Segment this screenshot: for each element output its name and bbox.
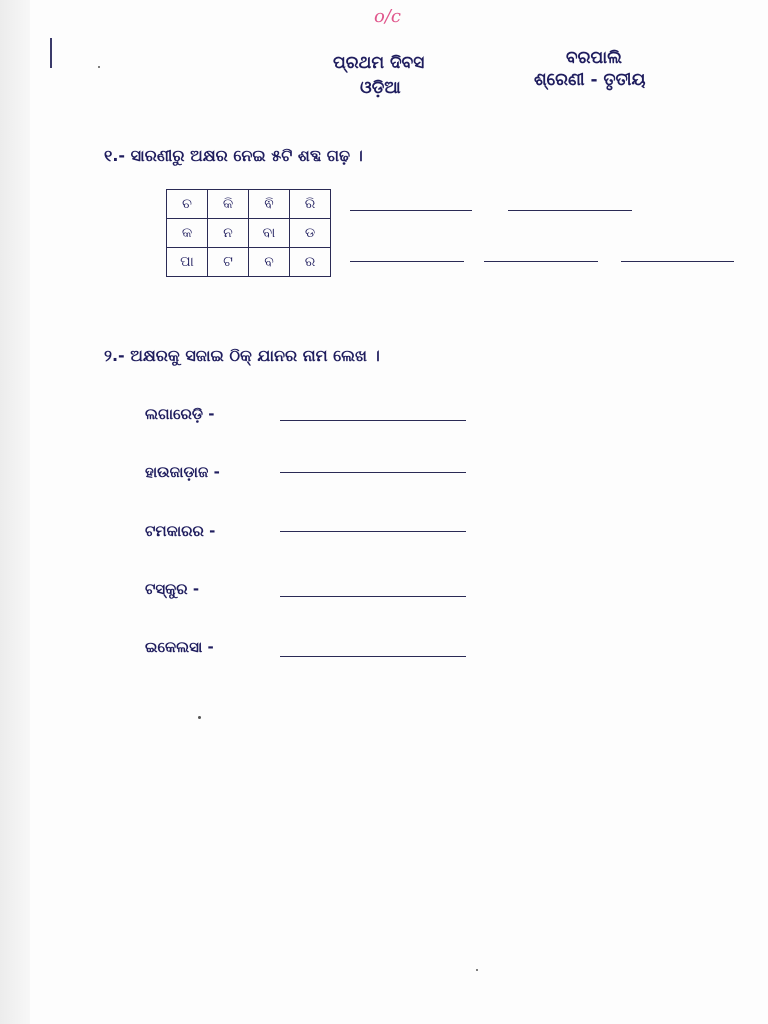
letter-grid	[166, 189, 331, 277]
scrambled-word-4: ଟସ୍କୁର -	[145, 580, 200, 598]
day-title: ପ୍ରଥମ ଦିବସ	[333, 53, 425, 73]
scrambled-word-2: ହାଉଜାଡ଼ାଜ -	[145, 463, 220, 481]
grid-cell: ବା	[249, 219, 290, 248]
question-1-prompt: ୧.- ସାରଣୀରୁ ଅକ୍ଷର ନେଇ ୫ଟି ଶବ୍ଦ ଗଢ଼ ।	[104, 146, 363, 165]
grid-cell: କ	[167, 219, 208, 248]
scrambled-word-3: ଟମକାରର -	[145, 522, 216, 540]
answer-blank[interactable]	[621, 261, 734, 262]
grid-row	[167, 190, 331, 219]
score-mark: o/c	[374, 6, 401, 27]
grid-cell: ଡ	[290, 219, 331, 248]
answer-blank[interactable]	[280, 596, 466, 597]
answer-blank[interactable]	[350, 210, 472, 211]
scan-page-edge	[0, 0, 30, 1024]
answer-blank[interactable]	[280, 656, 466, 657]
answer-blank[interactable]	[484, 261, 598, 262]
subject-title: ଓଡ଼ିଆ	[360, 78, 401, 98]
scan-speck	[98, 66, 100, 68]
grid-cell: ଟ	[208, 248, 249, 277]
grid-cell: ବ	[249, 248, 290, 277]
question-2-prompt: ୨.- ଅକ୍ଷରକୁ ସଜାଇ ଠିକ୍ ଯାନର ନାମ ଲେଖ ।	[104, 346, 380, 365]
grid-cell: ଵି	[249, 190, 290, 219]
answer-blank[interactable]	[280, 420, 466, 421]
answer-blank[interactable]	[508, 210, 632, 211]
answer-blank[interactable]	[280, 472, 466, 473]
scan-speck	[476, 969, 478, 971]
grid-row	[167, 219, 331, 248]
place-title: ବରପାଲି	[566, 48, 622, 68]
grid-cell: ର	[290, 248, 331, 277]
scan-speck	[198, 716, 201, 719]
grid-cell: ରି	[290, 190, 331, 219]
scrambled-word-1: ଲଗାରେଡ଼ି -	[145, 405, 215, 423]
class-title: ଶ୍ରେଣୀ - ତୃତୀୟ	[534, 70, 646, 90]
answer-blank[interactable]	[280, 531, 466, 532]
grid-cell: ଚ	[167, 190, 208, 219]
grid-cell: ପା	[167, 248, 208, 277]
scrambled-word-5: ଇକେଲସା -	[145, 638, 214, 656]
answer-blank[interactable]	[350, 261, 464, 262]
grid-cell: କି	[208, 190, 249, 219]
margin-mark	[50, 38, 52, 68]
grid-cell: ନ	[208, 219, 249, 248]
grid-row	[167, 248, 331, 277]
